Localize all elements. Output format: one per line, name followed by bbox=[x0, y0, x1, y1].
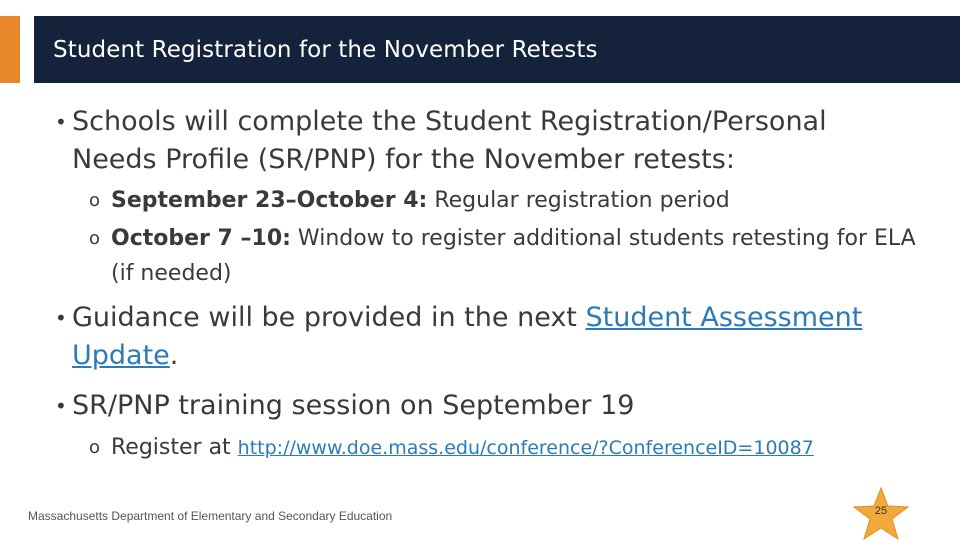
bullet-training bbox=[55, 387, 915, 425]
sub-bullet-text: Window to register additional students retesting for ELA (if needed) bbox=[111, 226, 916, 286]
bullet-dot: • bbox=[55, 306, 67, 330]
sub-bullet-text: Register at bbox=[111, 435, 238, 460]
bullet-registration bbox=[55, 103, 915, 179]
sub-bullet-dates: September 23–October 4: bbox=[111, 188, 428, 213]
bullet-text: SR/PNP training session on September 19 bbox=[72, 390, 635, 421]
bullet-guidance bbox=[55, 299, 915, 375]
sub-bullet-ring: o bbox=[89, 190, 101, 211]
sub-bullet-ela-window bbox=[89, 221, 919, 291]
sub-bullet-dates: October 7 –10: bbox=[111, 226, 291, 251]
student-assessment-update-link[interactable]: Student Assessment Update bbox=[72, 302, 863, 371]
sub-bullet-ring: o bbox=[89, 228, 101, 249]
conference-registration-link[interactable]: http://www.doe.mass.edu/conference/?ConferenceID=10087 bbox=[237, 437, 814, 459]
slide-title: Student Registration for the November Retests bbox=[53, 36, 598, 63]
footer-organization: Massachusetts Department of Elementary and Secondary Education bbox=[28, 509, 393, 523]
sub-bullet-register bbox=[89, 430, 919, 466]
sub-bullet-ring: o bbox=[89, 437, 101, 458]
bullet-dot: • bbox=[55, 110, 67, 134]
sub-bullet-regular-period bbox=[89, 183, 919, 218]
page-number: 25 bbox=[874, 505, 888, 517]
bullet-text: Schools will complete the Student Registration/Personal Needs Profile (SR/PNP) for the November retests: bbox=[72, 106, 827, 175]
bullet-text-end: . bbox=[169, 340, 179, 371]
bullet-dot: • bbox=[55, 394, 67, 418]
bullet-text: Guidance will be provided in the next bbox=[72, 302, 586, 333]
sub-bullet-text: Regular registration period bbox=[427, 188, 730, 213]
